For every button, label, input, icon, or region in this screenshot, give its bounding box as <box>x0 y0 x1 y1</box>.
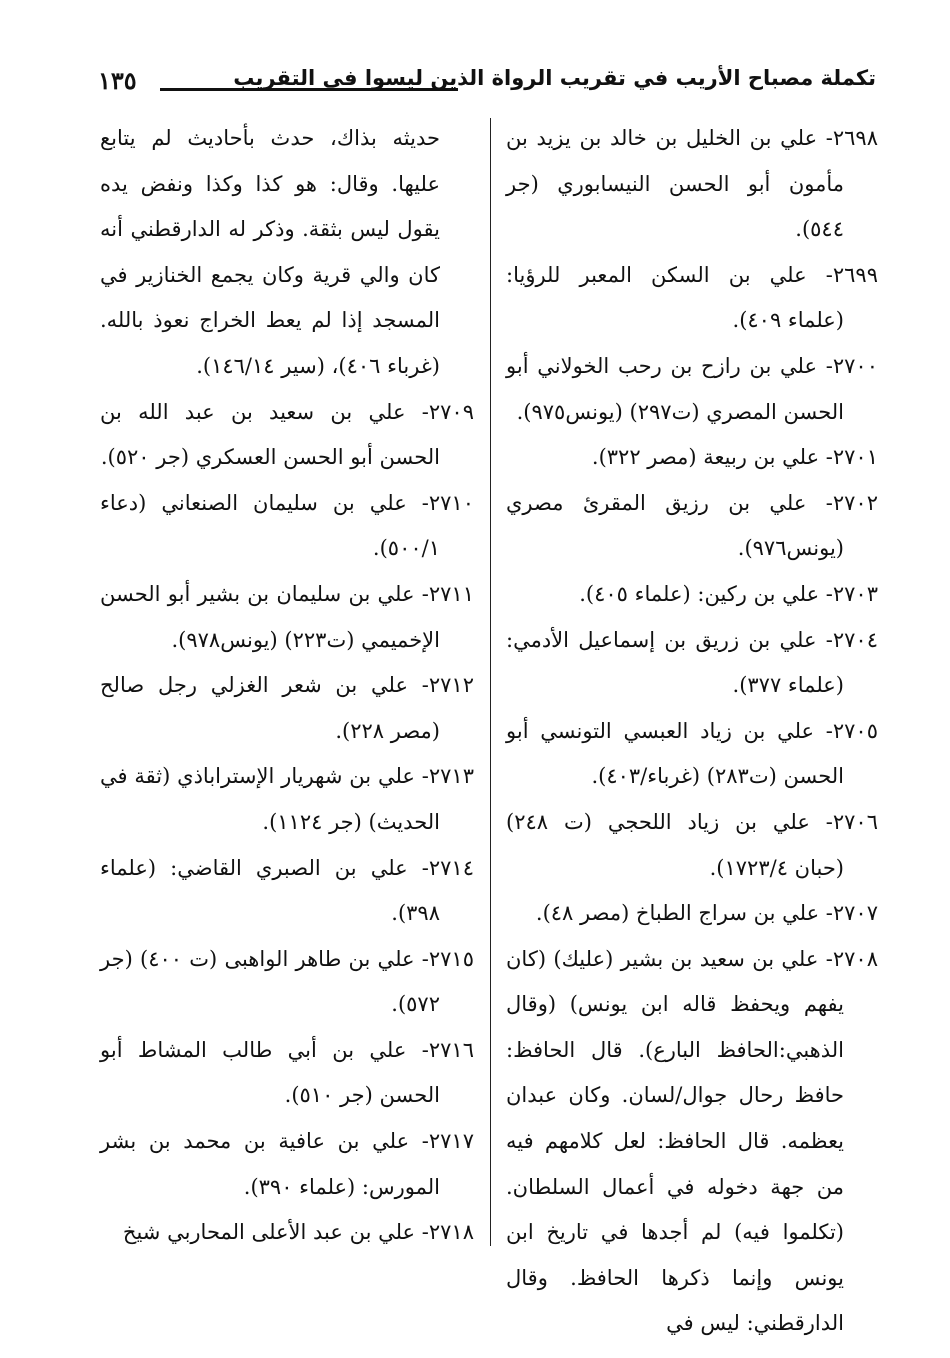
entry-2715: ٢٧١٥- علي بن طاهر الواهبى (ت ٤٠٠) (جر ٥٧٢). <box>100 946 474 1017</box>
entry-2706: ٢٧٠٦- علي بن زياد اللحجي (ت ٢٤٨) (حبان ١٧٢٣/٤). <box>506 809 878 880</box>
entry-2716: ٢٧١٦- علي بن أبي طالب المشاط أبو الحسن (جر ٥١٠). <box>100 1037 474 1108</box>
entry-2702: ٢٧٠٢- علي بن رزيق المقرئ مصري (يونس٩٧٦). <box>506 490 878 561</box>
entry-2709: ٢٧٠٩- علي بن سعيد بن عبد الله بن الحسن أبو الحسن العسكري (جر ٥٢٠). <box>100 399 474 470</box>
entry-2714: ٢٧١٤- علي بن الصبري القاضي: (علماء ٣٩٨). <box>100 855 474 926</box>
page-number: ١٣٥ <box>98 66 137 95</box>
page-header <box>98 62 876 106</box>
entry-2698: ٢٦٩٨- علي بن الخليل بن خالد بن يزيد بن مأمون أبو الحسن النيسابوري (جر ٥٤٤). <box>506 126 878 242</box>
entry-2707: ٢٧٠٧- علي بن سراج الطباخ (مصر ٤٨). <box>535 901 878 926</box>
entry-2708: ٢٧٠٨- علي بن سعيد بن بشير (عليك) (كان يفهم ويحفظ قاله ابن يونس) (وقال الذهبي:الحافظ البارع). قال الحافظ: حافظ رحال جوال/لسان. وكان عبدان يعظمه. قال الحافظ: لعل كلامهم فيه من جهة دخوله في أعمال السلطان. (تكلموا فيه) لم أجدها في تاريخ ابن يونس وإنما ذكرها الحافظ. وقال الدارقطني: ليس في <box>506 946 878 1336</box>
entry-2717: ٢٧١٧- علي بن عافية بن محمد بن بشر المورس: (علماء ٣٩٠). <box>100 1129 474 1199</box>
header-rule <box>160 88 458 91</box>
running-title: تكملة مصباح الأريب في تقريب الرواة الذين ليسوا في التقريب <box>233 66 876 90</box>
entry-2712: ٢٧١٢- علي بن شعر الغزلي رجل صالح (مصر ٢٢٨). <box>100 673 474 743</box>
entry-2705: ٢٧٠٥- علي بن زياد العبسي التونسي أبو الحسن (ت٢٨٣) (غرباء/٤٠٣). <box>506 718 878 789</box>
entry-2710: ٢٧١٠- علي بن سليمان الصنعاني (دعاء ٥٠٠/١). <box>100 490 474 561</box>
entry-2708-continued: حديثه بذاك، حدث بأحاديث لم يتابع عليها. وقال: هو كذا وكذا ونفض يده يقول ليس بثقة. وذكر له الدارقطني أنه كان والي قرية وكان يجمع الخنازير في المسجد إذا لم يعط الخراج نعوذ بالله. (غرباء ٤٠٦)، (سير ١٤٦/١٤). <box>100 126 440 378</box>
entry-2704: ٢٧٠٤- علي بن زريق بن إسماعيل الأدمي: (علماء ٣٧٧). <box>506 627 878 698</box>
column-divider <box>490 118 491 1246</box>
right-column <box>506 116 878 1347</box>
entry-2713: ٢٧١٣- علي بن شهريار الإستراباذي (ثقة في الحديث) (جر ١١٢٤). <box>100 764 474 834</box>
entry-2701: ٢٧٠١- علي بن ربيعة (مصر ٣٢٢). <box>591 445 878 470</box>
entry-2718: ٢٧١٨- علي بن عبد الأعلى المحاربي شيخ <box>122 1220 474 1245</box>
entry-2711: ٢٧١١- علي بن سليمان بن بشير أبو الحسن الإخميمي (ت٢٢٣) (يونس٩٧٨). <box>100 581 474 652</box>
left-column <box>100 116 474 1256</box>
entry-2699: ٢٦٩٩- علي بن السكن المعبر للرؤيا: (علماء ٤٠٩). <box>506 262 878 333</box>
entry-2700: ٢٧٠٠- علي بن رازح بن رحب الخولاني أبو الحسن المصري (ت٢٩٧) (يونس٩٧٥). <box>506 353 878 424</box>
entry-2703: ٢٧٠٣- علي بن ركين: (علماء ٤٠٥). <box>579 581 878 606</box>
